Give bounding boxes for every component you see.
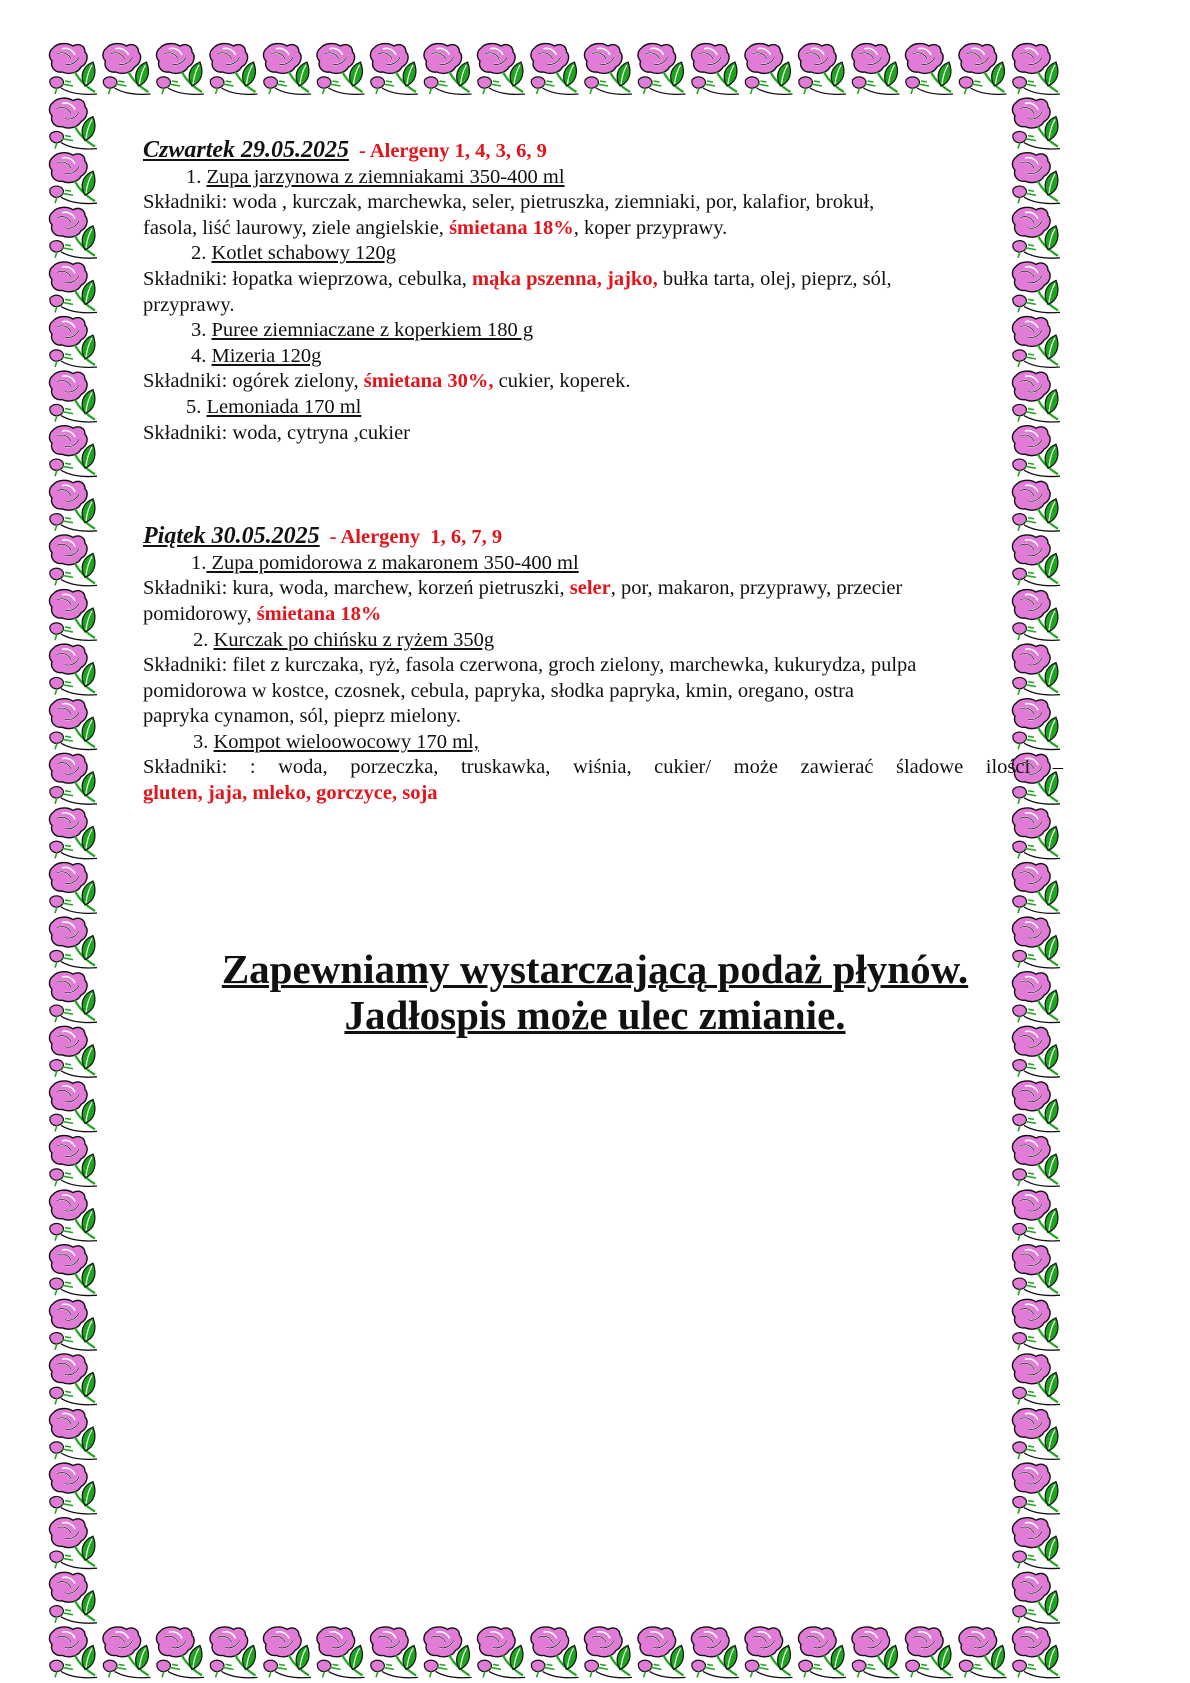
rose-tile xyxy=(49,44,97,95)
rose-tile xyxy=(1012,1572,1060,1623)
rose-tile xyxy=(959,44,1007,95)
rose-tile xyxy=(1012,863,1060,914)
rose-tile xyxy=(798,44,846,95)
ingredients-line xyxy=(143,576,1063,602)
dish-number: 1. xyxy=(186,165,202,188)
allergen-highlight: gluten, jaja, mleko, gorczyce, soja xyxy=(143,782,438,805)
ingredient-text: Składniki: kura, woda, marchew, korzeń pietruszki, xyxy=(143,577,570,600)
dish-name: Kompot wieloowocowy 170 ml, xyxy=(213,730,479,753)
ingredient-text: Składniki: woda , kurczak, marchewka, seler, pietruszka, ziemniaki, por, kalafior, brokuł, xyxy=(143,191,875,214)
day-title: Czwartek 29.05.2025 xyxy=(143,137,350,163)
ingredients-justified xyxy=(143,755,1063,781)
ingredient-word: – xyxy=(1052,756,1063,779)
day-title: Piątek 30.05.2025 xyxy=(143,523,320,550)
rose-tile xyxy=(49,1299,97,1350)
rose-tile xyxy=(49,535,97,586)
rose-tile xyxy=(49,480,97,531)
dish-name: Kurczak po chińsku z ryżem 350g xyxy=(213,628,495,651)
rose-tile xyxy=(1012,44,1060,95)
ingredients-line xyxy=(143,421,1063,447)
ingredients-line xyxy=(143,267,1063,293)
ingredient-text: przyprawy. xyxy=(143,293,235,316)
dish-item xyxy=(143,395,1063,421)
dish-number: 5. xyxy=(186,395,202,418)
rose-tile xyxy=(49,426,97,477)
menu-content xyxy=(143,138,1063,807)
rose-tile xyxy=(49,644,97,695)
dish-item xyxy=(143,318,1063,344)
footer-line-2: Jadłospis może ulec zmianie. xyxy=(344,992,846,1038)
ingredient-word: może xyxy=(733,756,779,779)
rose-tile xyxy=(317,1627,365,1678)
rose-tile xyxy=(584,44,632,95)
rose-tile xyxy=(49,98,97,149)
rose-tile xyxy=(156,44,204,95)
dish-item xyxy=(143,551,1063,577)
ingredients-line xyxy=(143,653,1063,679)
rose-tile xyxy=(584,1627,632,1678)
dish-number: 3. xyxy=(193,730,209,753)
dish-number: 4. xyxy=(191,344,207,367)
ingredients-line xyxy=(143,190,1063,216)
dish-item xyxy=(143,628,1063,654)
rose-tile xyxy=(49,1463,97,1514)
dish-number: 2. xyxy=(191,242,207,265)
ingredient-word: zawierać xyxy=(800,756,874,779)
ingredient-word: : xyxy=(249,756,256,779)
rose-tile xyxy=(210,1627,258,1678)
rose-tile xyxy=(477,1627,525,1678)
ingredient-text: Składniki: filet z kurczaka, ryż, fasola czerwona, groch zielony, marchewka, kukurydza, pulpa xyxy=(143,654,917,677)
ingredient-word: woda, xyxy=(278,756,328,779)
rose-tile xyxy=(745,1627,793,1678)
rose-tile xyxy=(477,44,525,95)
ingredient-word: porzeczka, xyxy=(350,756,439,779)
ingredients xyxy=(143,653,1063,730)
dish-number: 2. xyxy=(193,628,209,651)
rose-tile xyxy=(49,317,97,368)
dish-name: Kotlet schabowy 120g xyxy=(211,242,396,265)
ingredients-line xyxy=(143,293,1063,319)
rose-tile xyxy=(1012,1463,1060,1514)
allergens-label: - Alergeny 1, 6, 7, 9 xyxy=(329,526,503,549)
rose-tile xyxy=(49,1409,97,1460)
rose-tile xyxy=(424,1627,472,1678)
allergen-highlight: śmietana 30%, xyxy=(363,370,494,393)
rose-tile xyxy=(370,44,418,95)
dish-name: Zupa pomidorowa z makaronem 350-400 ml xyxy=(206,551,579,574)
ingredient-text: , koper przyprawy. xyxy=(573,216,728,239)
rose-tile xyxy=(745,44,793,95)
ingredient-text: fasola, liść laurowy, ziele angielskie, xyxy=(143,216,450,239)
ingredient-text: pomidorowa w kostce, czosnek, cebula, papryka, słodka papryka, kmin, oregano, ostra xyxy=(143,679,855,702)
allergens-label: - Alergeny 1, 4, 3, 6, 9 xyxy=(359,140,547,162)
rose-tile xyxy=(49,1627,97,1678)
allergen-highlight: śmietana 18% xyxy=(256,602,382,625)
rose-tile xyxy=(49,863,97,914)
ingredients xyxy=(143,369,1063,395)
rose-tile xyxy=(1012,1245,1060,1296)
footer-line-1: Zapewniamy wystarczającą podaż płynów. xyxy=(221,946,969,992)
footer-notice xyxy=(0,946,1190,1038)
rose-tile xyxy=(49,207,97,258)
ingredients xyxy=(143,781,1063,807)
rose-tile xyxy=(1012,1136,1060,1187)
rose-tile xyxy=(1012,1081,1060,1132)
ingredient-text: Składniki: ogórek zielony, xyxy=(143,370,364,393)
rose-tile xyxy=(531,44,579,95)
rose-tile xyxy=(370,1627,418,1678)
rose-tile xyxy=(798,1627,846,1678)
ingredients-line xyxy=(143,781,1063,807)
ingredient-word: Składniki: xyxy=(143,756,228,779)
rose-tile xyxy=(317,44,365,95)
rose-tile xyxy=(638,44,686,95)
ingredient-text: pomidorowy, xyxy=(143,602,257,625)
ingredient-word: truskawka, xyxy=(460,756,551,779)
rose-tile xyxy=(531,1627,579,1678)
allergen-highlight: śmietana 18% xyxy=(449,216,574,239)
day-section-friday xyxy=(143,524,1063,807)
rose-tile xyxy=(905,1627,953,1678)
rose-tile xyxy=(49,1245,97,1296)
day-heading xyxy=(143,138,1063,165)
rose-tile xyxy=(852,44,900,95)
rose-tile xyxy=(1012,1627,1060,1678)
rose-tile xyxy=(959,1627,1007,1678)
allergen-highlight: mąka pszenna, jajko, xyxy=(472,267,658,290)
dish-item xyxy=(143,165,1063,191)
rose-tile xyxy=(49,753,97,804)
rose-tile xyxy=(210,44,258,95)
ingredient-text: Składniki: woda, cytryna ,cukier xyxy=(143,421,411,444)
ingredient-text: bułka tarta, olej, pieprz, sól, xyxy=(657,267,892,290)
rose-tile xyxy=(49,1190,97,1241)
rose-tile xyxy=(49,153,97,204)
rose-tile xyxy=(49,808,97,859)
rose-tile xyxy=(691,1627,739,1678)
rose-tile xyxy=(263,44,311,95)
ingredient-word: wiśnia, xyxy=(572,756,632,779)
dish-name: Puree ziemniaczane z koperkiem 180 g xyxy=(211,319,534,342)
dish-name: Lemoniada 170 ml xyxy=(206,395,362,418)
rose-tile xyxy=(156,1627,204,1678)
day-heading xyxy=(143,524,1063,551)
dish-number: 1. xyxy=(191,551,207,574)
ingredient-text: papryka cynamon, sól, pieprz mielony. xyxy=(143,705,462,728)
rose-tile xyxy=(1012,1518,1060,1569)
rose-tile xyxy=(1012,1409,1060,1460)
day-section-thursday xyxy=(143,138,1063,446)
dish-item xyxy=(143,241,1063,267)
rose-tile xyxy=(49,1572,97,1623)
dish-name: Mizeria 120g xyxy=(211,344,322,367)
ingredient-word: ilości xyxy=(985,756,1031,779)
rose-tile xyxy=(263,1627,311,1678)
dish-item xyxy=(143,730,1063,756)
rose-tile xyxy=(1012,1299,1060,1350)
ingredients-line xyxy=(143,704,1063,730)
dish-number: 3. xyxy=(191,319,207,342)
rose-tile xyxy=(49,1081,97,1132)
rose-tile xyxy=(103,44,151,95)
ingredients xyxy=(143,267,1063,318)
rose-tile xyxy=(49,1136,97,1187)
dish-item xyxy=(143,344,1063,370)
ingredients xyxy=(143,421,1063,447)
rose-tile xyxy=(852,1627,900,1678)
ingredients-line xyxy=(143,216,1063,242)
rose-tile xyxy=(49,590,97,641)
rose-tile xyxy=(638,1627,686,1678)
rose-tile xyxy=(905,44,953,95)
ingredient-text: cukier, koperek. xyxy=(493,370,631,393)
ingredient-text: Składniki: łopatka wieprzowa, cebulka, xyxy=(143,267,473,290)
rose-tile xyxy=(49,699,97,750)
ingredients xyxy=(143,190,1063,241)
ingredient-word: cukier/ xyxy=(654,756,712,779)
ingredients-line xyxy=(143,369,1063,395)
ingredients-line xyxy=(143,679,1063,705)
rose-tile xyxy=(424,44,472,95)
rose-tile xyxy=(49,1354,97,1405)
ingredients xyxy=(143,576,1063,627)
rose-tile xyxy=(49,262,97,313)
ingredient-word: śladowe xyxy=(896,756,964,779)
rose-tile xyxy=(1012,1354,1060,1405)
rose-tile xyxy=(103,1627,151,1678)
rose-tile xyxy=(1012,808,1060,859)
allergen-highlight: seler xyxy=(569,577,611,600)
ingredients-line xyxy=(143,602,1063,628)
rose-tile xyxy=(1012,1190,1060,1241)
rose-tile xyxy=(691,44,739,95)
rose-tile xyxy=(49,1518,97,1569)
rose-tile xyxy=(49,371,97,422)
dish-name: Zupa jarzynowa z ziemniakami 350-400 ml xyxy=(206,165,565,188)
ingredient-text: , por, makaron, przyprawy, przecier xyxy=(610,577,903,600)
